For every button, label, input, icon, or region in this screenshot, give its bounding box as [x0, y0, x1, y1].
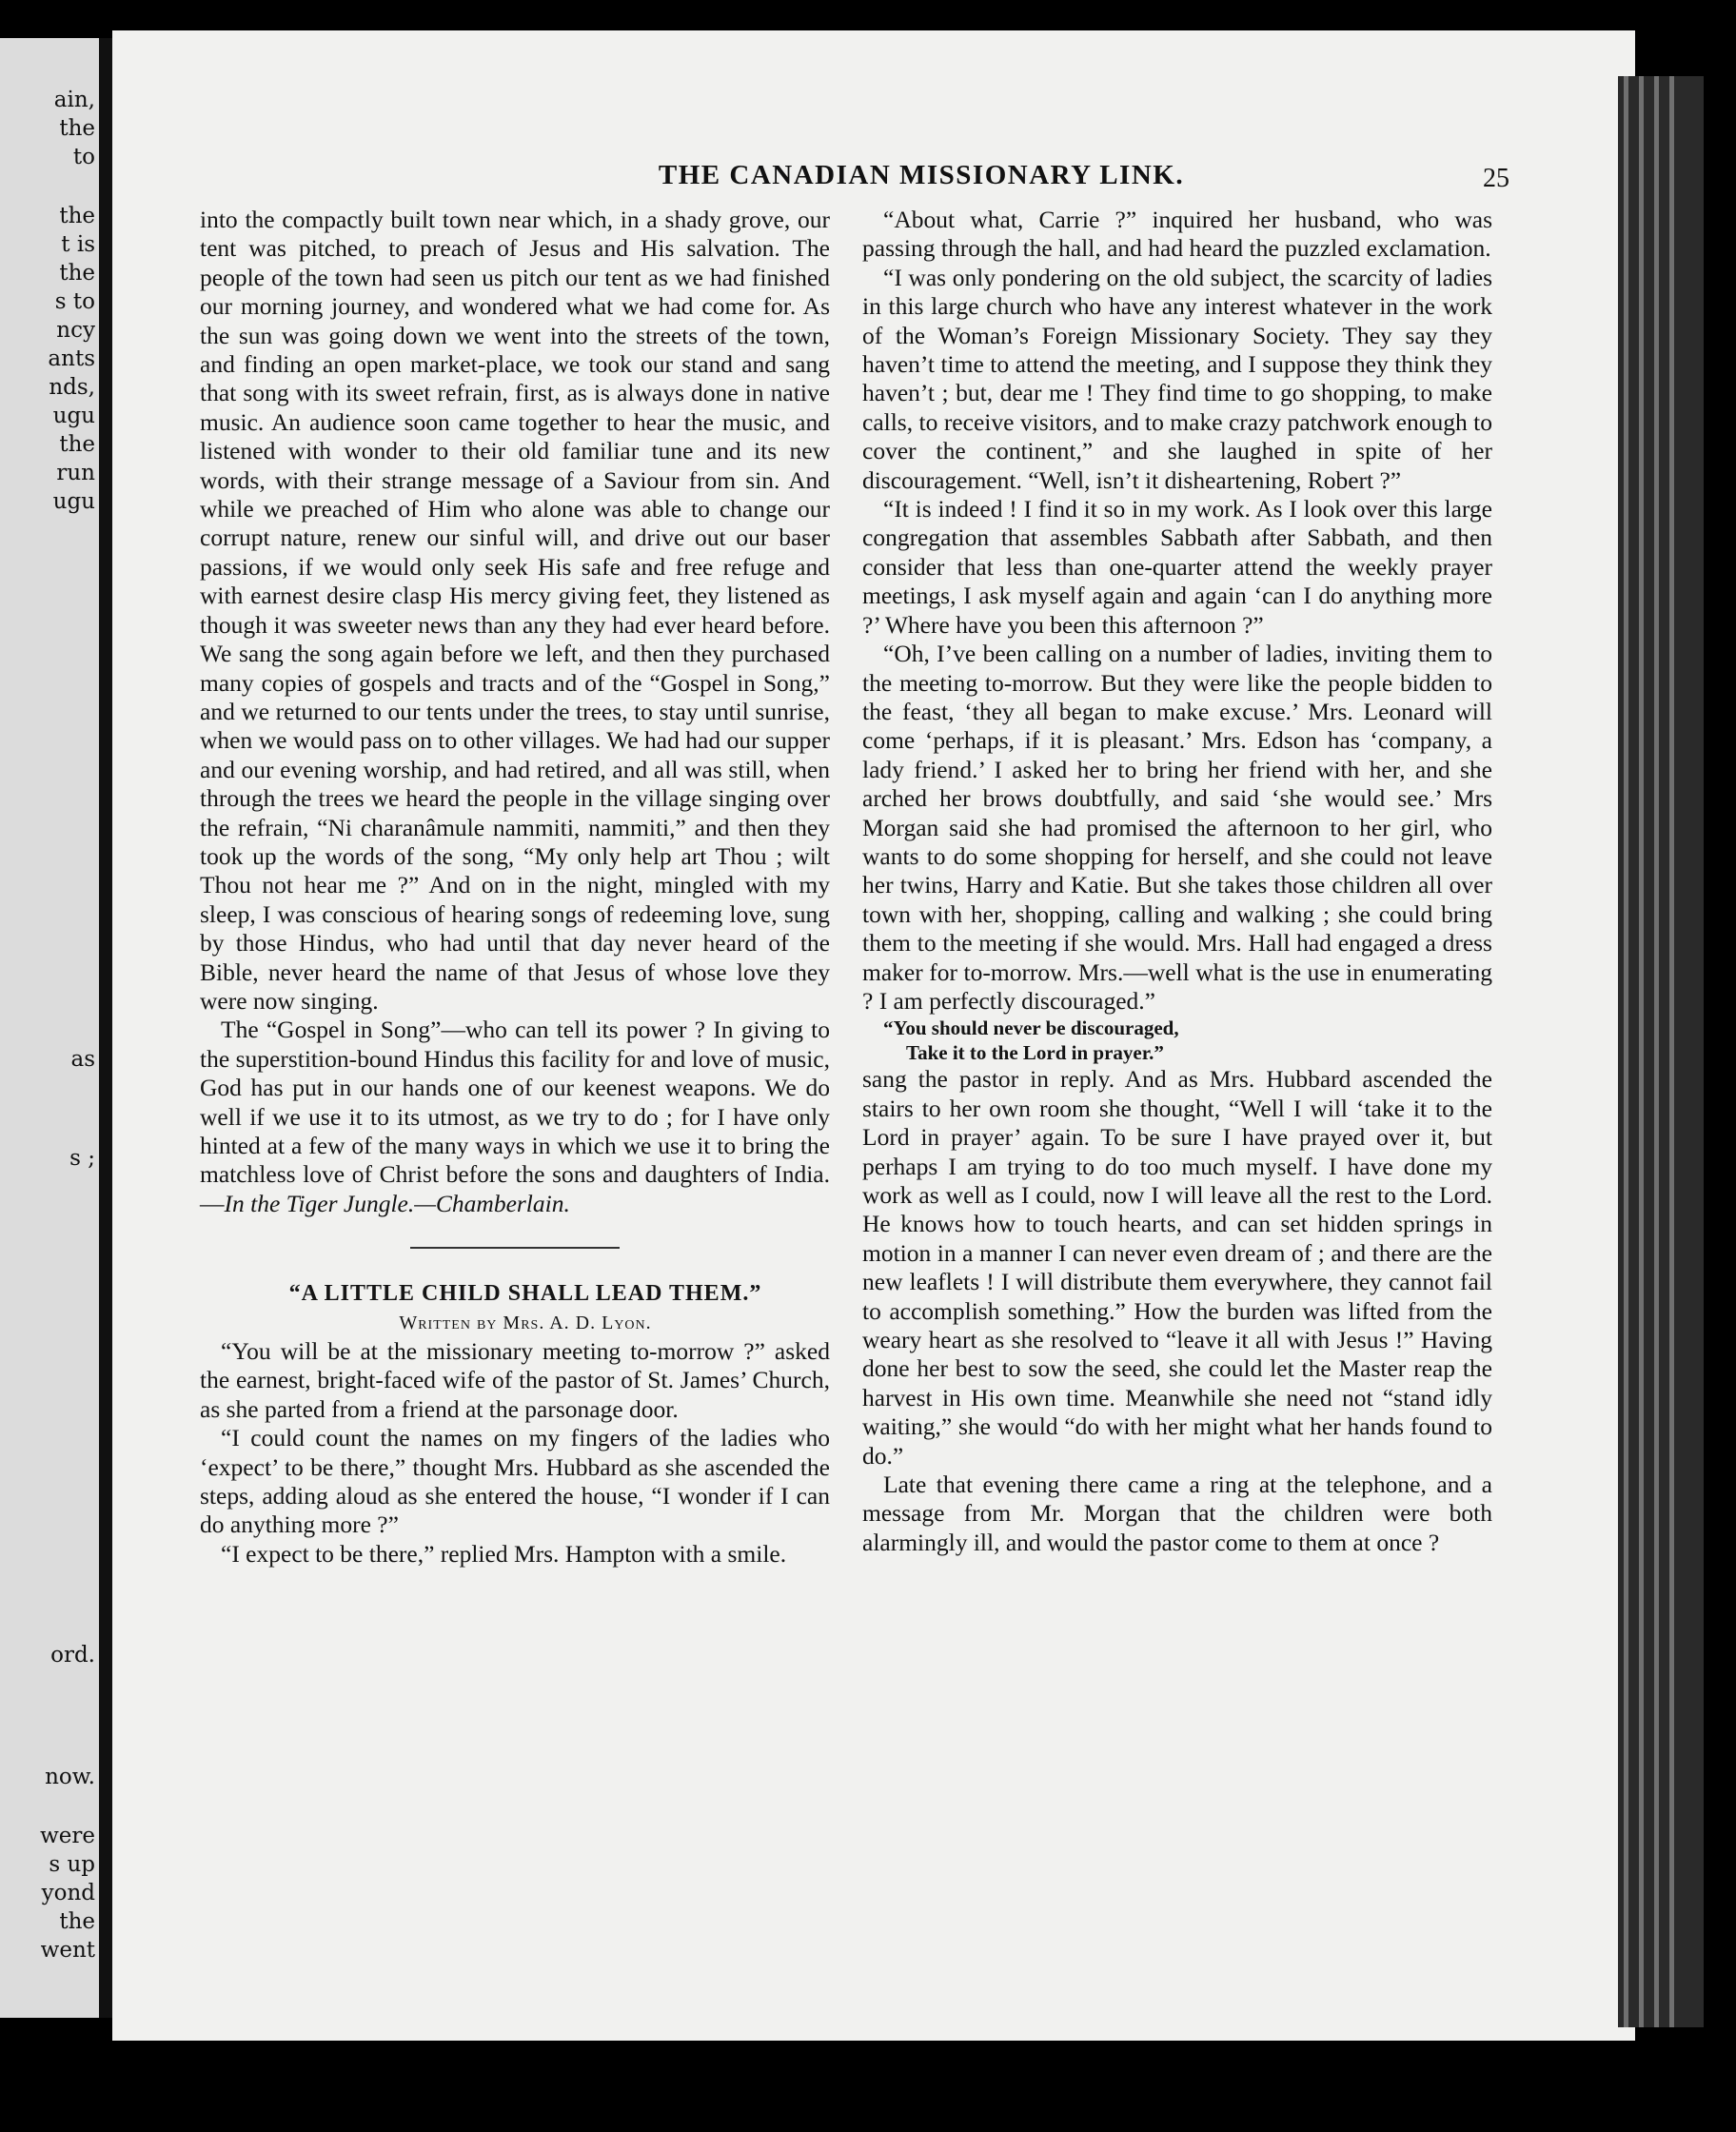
facing-page-fragment: nds,	[49, 375, 95, 400]
paragraph-text: The “Gospel in Song”—who can tell its power ? In giving to the superstition-bound Hindus this facility for and love of music, God has put in our hands one of our keenest weapons. We do well if we use it to its utmost, as we try to do ; for I have only hinted at a few of the many ways in which we use it to bring the matchless love of Christ before the sons and daughters of India.—	[200, 1016, 830, 1217]
facing-page-fragment: to	[72, 145, 95, 169]
story-byline: Written by Mrs. A. D. Lyon.	[399, 1312, 652, 1333]
facing-page-fragment: ncy	[56, 318, 95, 343]
verse-line: “You should never be discouraged,	[883, 1017, 1179, 1040]
paragraph: sang the pastor in reply. And as Mrs. Hubbard ascended the stairs to her own room she thought, “Well I will ‘take it to the Lord in prayer’ again. To be sure I have prayed over it, but perhaps I am trying to do too much myself. I have done my work as well as I could, now I will leave all the rest to the Lord. He knows how to touch hearts, and can set hidden springs in motion in a manner I can never even dream of ; and there are the new leaflets ! I will distribute them everywhere, they cannot fail to accomplish something.” How the burden was lifted from the weary heart as she resolved to “leave it all with Jesus !” Having done her best to sow the seed, she could let the Master reap the harvest in His own time. Meanwhile she need not “stand idly waiting,” she would “do with her might what her hands found to do.”	[862, 1065, 1492, 1470]
running-title: THE CANADIAN MISSIONARY LINK.	[658, 160, 1185, 190]
facing-page-fragment: as	[70, 1047, 95, 1072]
facing-page-fragment: yond	[41, 1881, 95, 1905]
section-divider	[410, 1247, 620, 1249]
paragraph: “I could count the names on my fingers of the ladies who ‘expect’ to be there,” thought Mrs. Hubbard as she ascended the steps, adding aloud as she entered the house, “I wonder if I can do anything more ?”	[200, 1424, 830, 1539]
story-title: “A LITTLE CHILD SHALL LEAD THEM.”	[288, 1281, 762, 1307]
facing-page-fragment: run	[56, 461, 95, 485]
verse-line: Take it to the Lord in prayer.”	[906, 1041, 1164, 1065]
paragraph: “I expect to be there,” replied Mrs. Hampton with a smile.	[221, 1539, 787, 1568]
facing-page-fragment: s ;	[69, 1146, 95, 1171]
facing-page-fragment: s up	[49, 1852, 95, 1877]
facing-page-fragment: s to	[54, 289, 95, 314]
page-number: 25	[1483, 164, 1509, 193]
paragraph: “Oh, I’ve been calling on a number of ladies, inviting them to the meeting to-morrow. But they were like the people bidden to the feast, ‘they all began to make excuse.’ Mrs. Leonard will come ‘perhaps, if it is pleasant.’ Mrs. Edson has ‘company, a lady friend.’ I asked her to bring her friend with her, and she arched her brows doubtfully, and said ‘she would see.’ Mrs Morgan said she had promised the afternoon to her girl, who wants to do some shopping for herself, and she could not leave her twins, Harry and Katie. But she takes those children all over town with her, shopping, calling and walking ; she could bring them to the meeting if she would. Mrs. Hall had engaged a dress maker for to-morrow. Mrs.—well what is the use in enumerating ? I am perfectly discouraged.”	[862, 640, 1492, 1015]
page	[112, 30, 1635, 2041]
paragraph: “I was only pondering on the old subject, the scarcity of ladies in this large church who have any interest whatever in the work of the Woman’s Foreign Missionary Society. They say they haven’t time to attend the meeting, and I suppose they think they haven’t ; but, dear me ! They find time to go shopping, to make calls, to receive visitors, and to make crazy patchwork enough to cover the continent,” and she laughed in spite of her discouragement. “Well, isn’t it disheartening, Robert ?”	[862, 263, 1492, 494]
facing-page-fragment: now.	[45, 1765, 95, 1789]
facing-page-fragment: were	[40, 1824, 95, 1848]
source-attribution: In the Tiger Jungle.—Chamberlain.	[224, 1189, 570, 1217]
paragraph	[200, 1016, 830, 1218]
facing-page-fragment: the	[59, 1909, 95, 1934]
facing-page-fragment: the	[59, 116, 95, 141]
facing-page-fragment: the	[59, 432, 95, 457]
page-stack-edges	[1618, 76, 1704, 2027]
facing-page-fragment: ants	[48, 346, 95, 371]
paragraph: into the compactly built town near which, in a shady grove, our tent was pitched, to preach of Jesus and His salvation. The people of the town had seen us pitch our tent as we had finished our morning journey, and wondered what we had come for. As the sun was going down we went into the streets of the town, and finding an open market-place, we took our stand and sang that song with its sweet refrain, first, as is always done in native music. An audience soon came together to hear the music, and listened with wonder to their old familiar tune and its new words, with their strange message of a Saviour from sin. And while we preached of Him who alone was able to change our corrupt nature, renew our sinful will, and drive out our baser passions, if we would only seek His safe and free refuge and with earnest desire clasp His mercy giving feet, they listened as though it was sweeter news than any they had ever heard before. We sang the song again before we left, and then they purchased many copies of gospels and tracts and of the “Gospel in Song,” and we returned to our tents under the trees, to stay until sunrise, when we would pass on to other villages. We had had our supper and our evening worship, and had retired, and all was still, when through the trees we heard the people in the village singing over the refrain, “Ni charanâmule nammiti, nammiti,” and then they took up the words of the song, “My only help art Thou ; wilt Thou not hear me ?” And on in the night, mingled with my sleep, I was conscious of hearing songs of redeeming love, sung by those Hindus, who had until that day never heard of the Bible, never heard the name of that Jesus of whose love they were now singing.	[200, 206, 830, 1015]
facing-page-fragment: ugu	[52, 489, 95, 514]
facing-page-fragment: ugu	[52, 404, 95, 428]
facing-page-edge	[0, 38, 99, 2018]
facing-page-fragment: the	[59, 204, 95, 228]
facing-page-fragment: ain,	[53, 88, 95, 112]
paragraph: “It is indeed ! I find it so in my work. As I look over this large congregation that assembles Sabbath after Sabbath, and then consider that less than one-quarter attend the weekly prayer meetings, I ask myself again and again ‘can I do anything more ?’ Where have you been this afternoon ?”	[862, 495, 1492, 639]
paragraph: “You will be at the missionary meeting to-morrow ?” asked the earnest, bright-faced wife of the pastor of St. James’ Church, as she parted from a friend at the parsonage door.	[200, 1337, 830, 1423]
paragraph: “About what, Carrie ?” inquired her husband, who was passing through the hall, and had heard the puzzled exclamation.	[862, 206, 1492, 263]
facing-page-fragment: ord.	[50, 1643, 95, 1668]
left-column	[200, 206, 830, 1569]
hymn-verse	[862, 1016, 1492, 1065]
right-column	[862, 206, 1492, 1557]
paragraph: Late that evening there came a ring at the telephone, and a message from Mr. Morgan that the children were both alarmingly ill, and would the pastor come to them at once ?	[862, 1471, 1492, 1556]
book-gutter	[99, 38, 112, 2018]
facing-page-fragment: t is	[61, 232, 95, 257]
facing-page-fragment: the	[59, 261, 95, 286]
facing-page-fragment: went	[40, 1938, 95, 1963]
